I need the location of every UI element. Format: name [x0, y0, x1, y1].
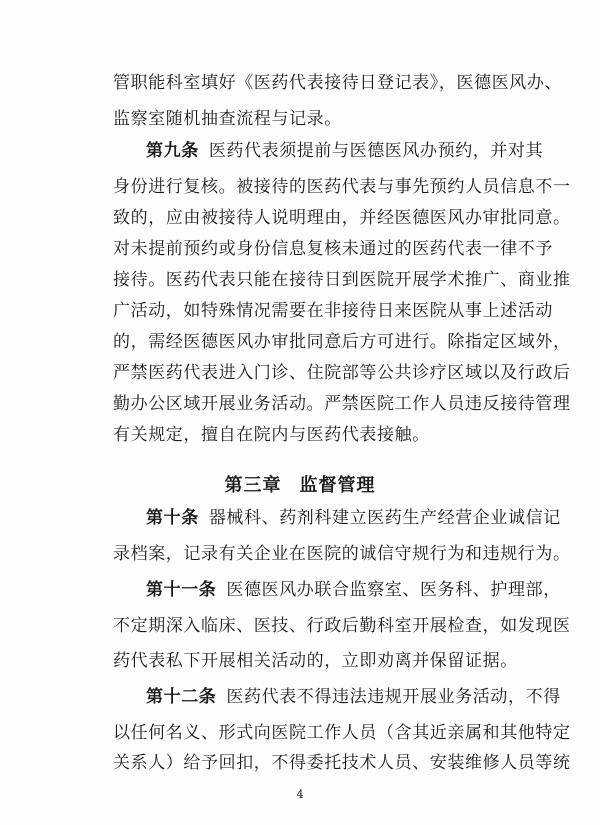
article-9-label: 第九条	[146, 141, 199, 161]
paragraph-line: 接待。医药代表只能在接待日到医院开展学术推广、商业推	[113, 270, 571, 290]
article-11-label: 第十一条	[146, 580, 217, 600]
article-9-text: 医药代表须提前与医德医风办预约，并对其	[208, 141, 544, 161]
paragraph-line: 广活动，如特殊情况需要在非接待日来医院从事上述活动	[113, 301, 553, 321]
article-9-first-line	[146, 140, 556, 162]
paragraph-line: 监察室随机抽查流程与记录。	[113, 109, 342, 129]
article-11-text: 医德医风办联合监察室、医务科、护理部，	[226, 580, 561, 600]
paragraph-line: 的，需经医德医风办审批同意后方可进行。除指定区域外，	[113, 332, 571, 352]
paragraph-line: 勤办公区域开展业务活动。严禁医院工作人员违反接待管理	[113, 394, 571, 414]
article-10-first-line	[146, 507, 561, 529]
paragraph-line: 录档案，记录有关企业在医院的诚信守规行为和违规行为。	[113, 544, 571, 564]
paragraph-line: 不定期深入临床、医技、行政后勤科室开展检查，如发现医	[113, 616, 571, 636]
article-12-first-line	[146, 686, 561, 708]
chapter-title: 监督管理	[299, 475, 376, 496]
paragraph-line: 身份进行复核。被接待的医药代表与事先预约人员信息不一	[113, 177, 571, 197]
paragraph-line: 致的，应由被接待人说明理由，并经医德医风办审批同意。	[113, 208, 571, 228]
article-10-label: 第十条	[146, 508, 199, 528]
article-12-label: 第十二条	[146, 687, 217, 707]
paragraph-line: 药代表私下开展相关活动的，立即劝离并保留证据。	[113, 651, 518, 671]
page-number: 4	[296, 788, 304, 801]
paragraph-line: 关系人）给予回扣，不得委托技术人员、安装维修人员等统	[113, 753, 571, 773]
article-11-first-line	[146, 579, 561, 601]
paragraph-line: 严禁医药代表进入门诊、住院部等公共诊疗区域以及行政后	[113, 363, 571, 383]
paragraph-line: 以任何名义、形式向医院工作人员（含其近亲属和其他特定	[113, 723, 571, 743]
article-12-text: 医药代表不得违法违规开展业务活动，不得	[226, 687, 561, 707]
paragraph-line: 对未提前预约或身份信息复核未通过的医药代表一律不予	[113, 239, 553, 259]
chapter-number: 第三章	[224, 475, 282, 496]
paragraph-line: 管职能科室填好《医药代表接待日登记表》，医德医风办、	[113, 73, 563, 93]
paragraph-line: 有关规定，擅自在院内与医药代表接触。	[113, 425, 430, 445]
article-10-text: 器械科、药剂科建立医药生产经营企业诚信记	[208, 508, 561, 528]
chapter-heading	[0, 471, 600, 497]
